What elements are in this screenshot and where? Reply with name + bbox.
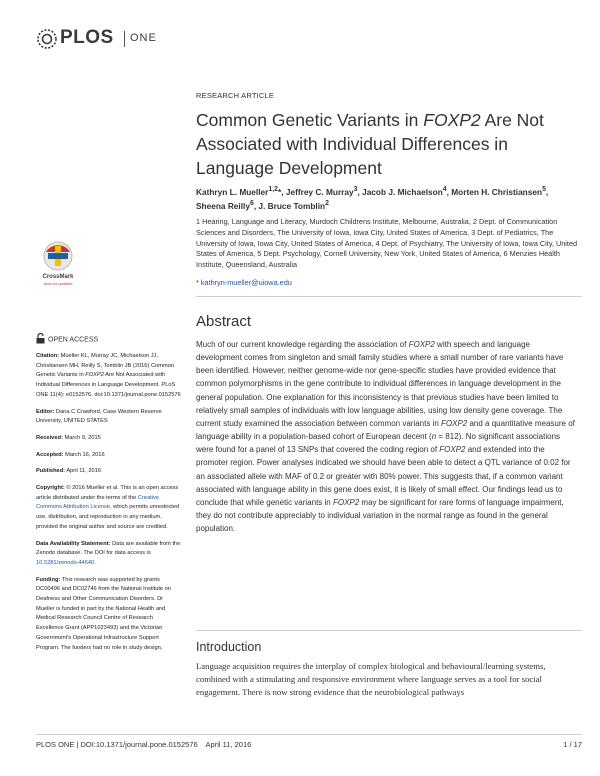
citation-text: Are Not Associated with Individual Differences in Language Development. PLoS ONE 11(4): e0152576. doi:10.1371/journal.pone.0152576 xyxy=(36,372,181,398)
citation-block xyxy=(36,352,181,401)
editor-text: Dana C Crawford, Case Western Reserve University, UNITED STATES xyxy=(36,408,162,425)
data-doi-link[interactable]: 10.5281/zenodo.44640 xyxy=(36,559,95,566)
divider xyxy=(196,630,582,631)
crossmark-badge[interactable] xyxy=(38,240,78,300)
sample-size-symbol: n xyxy=(431,432,437,442)
accepted-block xyxy=(36,451,181,461)
received-date: March 9, 2015 xyxy=(62,434,101,441)
plos-logo-icon xyxy=(36,28,58,50)
affil-sup: 5 xyxy=(542,186,546,193)
received-label: Received: xyxy=(36,434,63,441)
published-block xyxy=(36,467,181,477)
editor-label: Editor: xyxy=(36,408,55,415)
page-number: 1 / 17 xyxy=(563,740,582,749)
published-date: April 11, 2016 xyxy=(65,468,102,475)
copyright-block xyxy=(36,484,181,533)
copyright-text: , which permits unrestricted use, distribution, and reproduction in any medium, provided the original author and source are credited. xyxy=(36,504,180,530)
author-name[interactable]: *, Jeffrey C. Murray xyxy=(278,186,354,197)
author-name[interactable]: , J. Bruce Tomblin xyxy=(253,201,326,212)
abstract-heading: Abstract xyxy=(196,313,252,330)
gene-name: FOXP2 xyxy=(439,445,466,455)
crossmark-icon xyxy=(38,240,78,274)
abstract-text xyxy=(196,338,576,535)
corr-email-link[interactable]: kathryn-mueller@uiowa.edu xyxy=(200,278,292,287)
gene-name: FOXP2 xyxy=(408,340,435,349)
author-name[interactable]: , Morten H. Christiansen xyxy=(446,186,543,197)
abstract-run: with speech and language development comes from singleton and small family studies where a small number of rare variants have been identified. However, neither genome-wide nor gene-specific studies have provided evidence that common polymorphisms in the gene contribute to individual differences in language development in the general population. One explanation for this inconsistency is that previous studies have been limited to relatively small samples of individuals with low language abilities, using low density gene coverage. The current study examined the association between common variants in xyxy=(196,340,564,428)
data-availability-block xyxy=(36,540,181,569)
abstract-run: and extended into the promoter region. Power analyses indicated we should have been able to detect a QTL variance of 0.02 for an associated allele with MAF of 0.2 or greater with 80% power. This suggests that, if a common variant associated with language ability in this gene does exist, it is likely of small effect. Our findings lead us to conclude that while genetic variants in xyxy=(196,445,571,507)
data-availability-text: Data are available from the Zenodo database. The DOI for data access is xyxy=(36,540,181,557)
journal-name: ONE xyxy=(130,32,157,44)
title-gene: FOXP2 xyxy=(423,110,481,130)
abstract-run: may be significant for rare forms of language impairment, they do not contribute appreciably to individual variation in the normal range as found in the general population. xyxy=(196,497,564,534)
citation-text: Mueller KL, Murray JC, Michaelson JJ, Christiansen MH, Reilly S, Tomblin JB (2016) Common Genetic Variants in xyxy=(36,353,175,379)
data-availability-label: Data Availability Statement: xyxy=(36,540,111,547)
affil-sup: 4 xyxy=(442,186,447,193)
published-label: Published: xyxy=(36,468,66,475)
author-name[interactable]: Kathryn L. Mueller xyxy=(196,186,269,197)
affiliations: 1 Hearing, Language and Literacy, Murdoch Childrens Institute, Melbourne, Australia, 2 Dept. of Communication Sciences and Disorders, The University of Iowa, Iowa City, United States of America, 3 Dept. of Pediatrics, The University of Iowa, Iowa City, United States of America, 4 Dept. of Psychiatry, The University of Iowa, Iowa City, United States of America, 5 Dept. Psychology, Cornell University, New York, United States of America, 6 Menzies Health Institute, Queensland, Australia xyxy=(196,217,578,270)
copyright-text: © 2016 Mueller et al. This is an open access article distributed under the terms of the xyxy=(36,485,179,501)
brand-name: PLOS xyxy=(60,27,114,48)
author-name[interactable]: , Jacob J. Michaelson xyxy=(357,186,443,197)
affil-sup: 2 xyxy=(325,200,329,208)
funding-text: This research was supported by grants DC00496 and DC02746 from the National Institute on Deafness and Other Communication Disorders. Dr Mueller is funded in part by the National Health and Medical Research Council Centre of Research Excellence Grant (APP1023493) and the Victorian Government's Operational Infrastructure Support Program. The funders had no role in study design, xyxy=(36,576,172,651)
introduction-heading: Introduction xyxy=(196,640,262,654)
footer-citation: PLOS ONE | DOI:10.1371/journal.pone.0152576 April 11, 2016 xyxy=(36,740,252,749)
plos-one-logo[interactable] xyxy=(36,26,186,50)
brand-divider xyxy=(124,31,125,47)
data-availability-text: . xyxy=(94,559,96,566)
open-access-badge xyxy=(36,333,98,346)
accepted-label: Accepted: xyxy=(36,451,64,458)
accepted-date: March 16, 2016 xyxy=(63,451,105,458)
author-list: Kathryn L. Mueller$^{1,2}$*, Jeffrey C. Murray$^3$, Jacob J. Michaelson$^4$, Morten H. Christiansen$^5$, Sheena Reilly$^6$, J. Bruce Tomblin$^2$ xyxy=(196,186,549,212)
citation-label: Citation: xyxy=(36,353,60,359)
introduction-text: Language acquisition requires the interplay of complex biological and behavioural/learning systems, combined with a stimulating and responsive environment where language serves as a tool for social engagement. There is now strong evidence that the neurobiological pathways xyxy=(196,661,546,698)
article-info-sidebar xyxy=(36,352,181,660)
author-name[interactable]: Sheena Reilly xyxy=(196,201,250,212)
title-part: Are Not Associated with Individual Differences in Language Development xyxy=(196,110,544,178)
affil-sup: 6 xyxy=(249,200,254,208)
gene-name: FOXP2 xyxy=(441,418,468,428)
crossmark-sub: click for updates xyxy=(43,281,73,286)
footer-divider xyxy=(36,734,582,735)
received-block xyxy=(36,434,181,444)
abstract-run: and a quantitative measure of language ability in a population-based cohort of European decent ( xyxy=(196,418,575,442)
gene-name: FOXP2 xyxy=(332,497,360,507)
abstract-run: Much of our current knowledge regarding the association of xyxy=(196,340,409,349)
corresponding-author xyxy=(196,278,292,287)
funding-block xyxy=(36,576,181,654)
funding-label: Funding: xyxy=(36,576,61,583)
divider xyxy=(196,296,582,297)
affil-sup: 1,2 xyxy=(268,186,278,193)
open-lock-icon xyxy=(36,333,45,346)
title-part: Common Genetic Variants in xyxy=(196,110,424,130)
article-type: RESEARCH ARTICLE xyxy=(196,91,275,100)
editor-block xyxy=(36,408,181,427)
copyright-label: Copyright: xyxy=(36,485,65,492)
abstract-run: = 812). No significant associations were found for a panel of 13 SNPs that covered the coding region of xyxy=(196,432,561,455)
citation-gene: FOXP2 xyxy=(85,372,104,379)
crossmark-label: CrossMark xyxy=(42,274,74,280)
license-link[interactable]: Creative Commons Attribution License xyxy=(36,494,159,511)
open-access-label: OPEN ACCESS xyxy=(48,336,99,344)
article-title xyxy=(196,108,576,180)
affil-sup: 3 xyxy=(353,186,358,193)
corr-marker: * xyxy=(196,278,201,287)
